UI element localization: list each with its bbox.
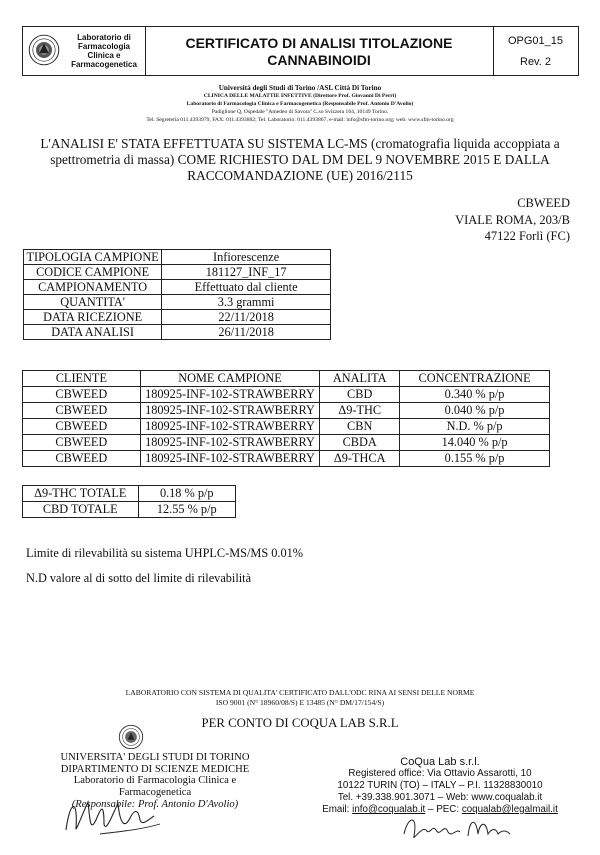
table-row: CBWEED 180925-INF-102-STRAWBERRY CBDA 14.040 % p/p	[23, 435, 550, 451]
results-table	[22, 370, 550, 467]
university-seal-icon	[28, 34, 60, 66]
column-header: CLIENTE	[23, 371, 141, 387]
analysis-intro: L'ANALISI E' STATA EFFETTUATA SU SISTEMA LC-MS (cromatografia liquida accoppiata a spettrometria di massa) COME RICHIESTO DAL DM DEL 9 NOVEMBRE 2015 E DALLA RACCOMANDAZIONE (UE) 2016/2115	[40, 136, 560, 183]
pec-link[interactable]: coqualab@legalmail.it	[461, 804, 558, 815]
nd-definition-note: N.D valore al di sotto del limite di rilevabilità	[26, 571, 252, 585]
document-code: OPG01_15	[507, 35, 564, 47]
university-name: Università degli Studi di Torino /ASL Città Di Torino	[218, 84, 382, 92]
certificate-header	[22, 26, 579, 76]
table-row: Δ9-THC TOTALE 0.18 % p/p	[23, 486, 236, 502]
table-row: CAMPIONAMENTO Effettuato dal cliente	[24, 280, 331, 295]
revision-cell	[493, 27, 578, 75]
recipient-name: CBWEED	[517, 196, 570, 210]
table-row: CODICE CAMPIONE 181127_INF_17	[24, 265, 331, 280]
table-row: DATA ANALISI 26/11/2018	[24, 325, 331, 340]
on-behalf-of: PER CONTO DI COQUA LAB S.R.L	[201, 716, 399, 730]
lab-logo-cell	[23, 27, 146, 75]
table-row: CBD TOTALE 12.55 % p/p	[23, 502, 236, 518]
lab-address: Padiglione Q, Ospedale "Amedeo di Savoia" C.so Svizzera 164, 10149 Torino.	[211, 109, 389, 115]
lab-name: Laboratorio di Farmacologia Clinica e Farmacogenetica (Responsabile Prof. Antonio D'Avolio)	[186, 101, 414, 107]
column-header: NOME CAMPIONE	[140, 371, 320, 387]
handwritten-signature-right	[398, 808, 518, 846]
sample-info-table	[23, 249, 331, 340]
coqua-signature-block: CoQua Lab s.r.l. Registered office: Via Ottavio Assarotti, 10 10122 TURIN (TO) – ITALY – P.I. 11328830010 Tel. +39.338.901.3071 – Web: www.coqualab.it Email: info@coqualab.it – PEC: coqualab@legalmail.it	[300, 756, 580, 816]
totals-table	[22, 485, 236, 518]
university-signature-block: UNIVERSITA' DEGLI STUDI DI TORINO DIPARTIMENTO DI SCIENZE MEDICHE Laboratorio di Farmacologia Clinica e Farmacogenetica (Responsabile: Prof. Antonio D'Avolio)	[60, 752, 250, 810]
table-row: CBWEED 180925-INF-102-STRAWBERRY Δ9-THC 0.040 % p/p	[23, 403, 550, 419]
table-row: DATA RICEZIONE 22/11/2018	[24, 310, 331, 325]
table-row: CBWEED 180925-INF-102-STRAWBERRY CBD 0.340 % p/p	[23, 387, 550, 403]
email-link[interactable]: info@coqualab.it	[352, 804, 426, 815]
detection-limit-note: Limite di rilevabilità su sistema UHPLC-MS/MS 0.01%	[26, 546, 304, 560]
column-header: ANALITA	[320, 371, 400, 387]
university-seal-icon	[118, 724, 144, 750]
handwritten-signature-left	[60, 790, 170, 840]
document-title: CERTIFICATO DI ANALISI TITOLAZIONE CANNABINOIDI	[185, 35, 453, 68]
recipient-address	[455, 195, 570, 245]
recipient-city: 47122 Forlì (FC)	[484, 229, 570, 243]
table-row: CBWEED 180925-INF-102-STRAWBERRY CBN N.D. % p/p	[23, 419, 550, 435]
quality-certification: LABORATORIO CON SISTEMA DI QUALITA' CERTIFICATO DALL'ODC RINA AI SENSI DELLE NORME ISO 9001 (N° 18960/08/S) E 13485 (N° DM/17/154/S)	[125, 688, 475, 707]
revision-label: Rev. 2	[520, 56, 551, 68]
clinic-name: CLINICA DELLE MALATTIE INFETTIVE (Direttore Prof. Giovanni Di Perri)	[203, 93, 397, 99]
title-cell	[145, 27, 494, 75]
column-header: CONCENTRAZIONE	[400, 371, 550, 387]
table-row: CBWEED 180925-INF-102-STRAWBERRY Δ9-THCA 0.155 % p/p	[23, 451, 550, 467]
lab-label: Laboratorio di Farmacologia Clinica e Farmacogenetica	[71, 33, 137, 69]
recipient-street: VIALE ROMA, 203/B	[455, 212, 570, 227]
email-line: Email: info@coqualab.it – PEC: coqualab@legalmail.it	[322, 804, 558, 815]
table-row: QUANTITA' 3.3 grammi	[24, 295, 331, 310]
university-info	[60, 84, 540, 124]
lab-contacts: Tel. Segreteria 011.4393979, FAX: 011.4393882; Tel. Laboratorio: 011.4393867, e-mail: info@sfm-torino.org; web: www.sfm-torino.org	[146, 117, 454, 123]
table-header-row	[23, 371, 550, 387]
table-row: TIPOLOGIA CAMPIONE Infiorescenze	[24, 250, 331, 265]
